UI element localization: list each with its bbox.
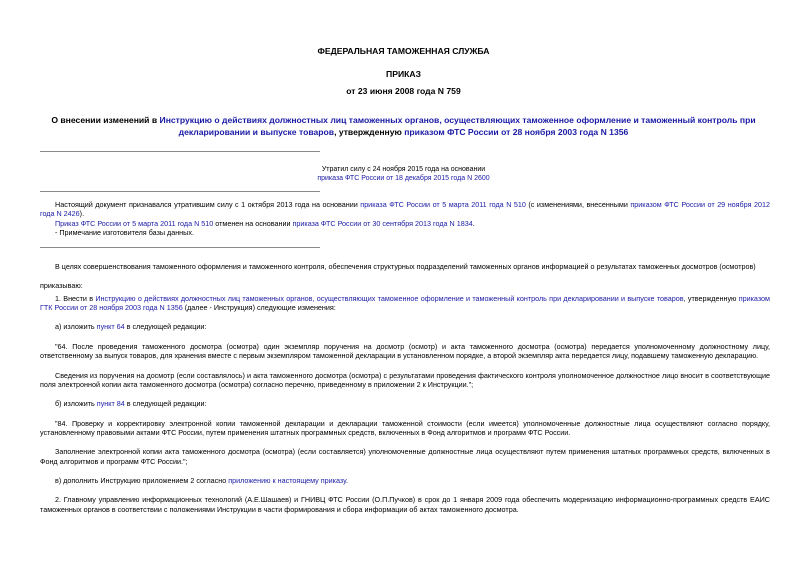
note-text: Настоящий документ признавался утратившим силу с 1 октября 2013 года на основании [55,200,361,209]
note-paragraph: - Примечание изготовителя базы данных. [55,228,194,238]
instruction-link-2[interactable]: Инструкцию о действиях должностных лиц таможенных органов, осуществляющих таможенное оформление и таможенный контроль при декларировании и выпуске товаров [95,293,684,303]
subitem-a [40,322,770,331]
item-1 [40,294,770,313]
document-type: ПРИКАЗ [386,69,421,79]
note-text: (с изменениями, внесенными [525,200,631,209]
note-text: ). [79,209,85,219]
gtk-order-1356-link[interactable]: приказом ГТК России от 28 ноября 2003 года N 1356 [40,293,770,313]
order-1834-link[interactable]: приказа ФТС России от 30 сентября 2013 года N 1834 [292,218,473,228]
item-text: , утвержденную [683,293,739,303]
point-84-link[interactable]: пункт 84 [96,399,125,409]
subitem-c [40,476,770,485]
order-1356-link[interactable]: приказом ФТС России от 28 ноября 2003 года N 1356 [404,126,629,137]
point-64-text-2: Сведения из поручения на досмотр (если составлялось) и акта таможенного досмотра (осмотра) с результатами проведения фактического контроля уполномоченное должностное лицо вносит в соответствующие поля электронной копии акта таможенного досмотра (осмотра) согласно перечню, приведенному в приложении 2 к Инструкции."; [40,370,770,389]
status-line: Утратил силу с 24 ноября 2015 года на основании [321,166,486,173]
order-2600-link[interactable]: приказа ФТС России от 18 декабря 2015 года N 2600 [317,175,490,183]
point-84-text: "84. Проверку и корректировку электронной копии таможенной декларации и декларации таможенной стоимости (если имеется) уполномоченные должностные лица осуществляют согласно порядку, установленному правовыми актами ФТС России, путем применения штатных программных средств, включенных в Фонд алгоритмов и программ ФТС России. [40,418,770,437]
intro-paragraph: В целях совершенствования таможенного оформления и таможенного контроля, обеспечения структурных подразделений таможенных органов информацией о результатах таможенных досмотров (осмотров) [55,262,756,271]
editorial-note [40,200,770,237]
item-text: (далее - Инструкция) следующие изменения: [182,303,336,313]
item-text: в) дополнить Инструкцию приложением 2 согласно [55,476,229,486]
agency-title: ФЕДЕРАЛЬНАЯ ТАМОЖЕННАЯ СЛУЖБА [317,46,490,56]
title-prefix: О внесении изменений в [51,115,160,125]
note-text: . [472,218,475,228]
order-word: приказываю: [40,281,83,291]
item-text: в следующей редакции: [124,399,207,409]
note-paragraph [40,200,770,219]
item-text: б) изложить [55,399,97,409]
instruction-link[interactable]: Инструкцию о действиях должностных лиц таможенных органов, осуществляющих таможенное оформление и таможенный контроль при декларировании и выпуске товаров [159,115,756,137]
point-64-link[interactable]: пункт 64 [96,322,125,332]
note-paragraph [40,219,770,228]
note-text: отменен на основании [213,218,293,228]
document-title [40,115,767,138]
item-text: 1. Внести в [55,293,96,303]
point-64-text: "64. После проведения таможенного досмотра (осмотра) один экземпляр поручения на досмотр (осмотр) и акта таможенного досмотра (осмотра) передается уполномоченному должностному лицу, ответственному за выпуск товаров, для хранения вместе с первым экземпляром таможенной декларации в установленном порядке, а второй экземпляр акта передается лицу, подавшему таможенную декларацию. [40,341,770,361]
divider [40,191,320,192]
divider [40,151,320,152]
status-note [40,165,767,183]
item-2: 2. Главному управлению информационных технологий (А.Е.Шашаев) и ГНИВЦ ФТС России (О.П.Пучков) в срок до 1 января 2009 года обеспечить модернизацию информационно-программных средств ЕАИС таможенных органов в соответствии с положениями Инструкции в части формирования и сбора информации об актах таможенного досмотра. [40,495,770,514]
item-text: а) изложить [55,322,97,332]
divider [40,247,320,248]
appendix-link[interactable]: приложению к настоящему приказу [228,476,346,486]
subitem-b [40,399,770,408]
title-middle: , утвержденную [334,126,405,137]
order-510-link-2[interactable]: Приказ ФТС России от 5 марта 2011 года N 510 [55,218,214,228]
document-date-number: от 23 июня 2008 года N 759 [346,86,461,96]
order-510-link[interactable]: приказа ФТС России от 5 марта 2011 года N 510 [360,200,526,209]
point-84-text-2: Заполнение электронной копии акта таможенного досмотра (осмотра) (если составляется) уполномоченные должностные лица осуществляют путем применения штатных программных средств, включенных в Фонд алгоритмов и программ ФТС России."; [40,447,770,466]
document-body [40,262,770,514]
item-text: . [345,476,348,486]
item-text: в следующей редакции: [124,322,207,332]
order-2426-link[interactable]: приказом ФТС России от 29 ноября 2012 года N 2426 [40,200,770,219]
